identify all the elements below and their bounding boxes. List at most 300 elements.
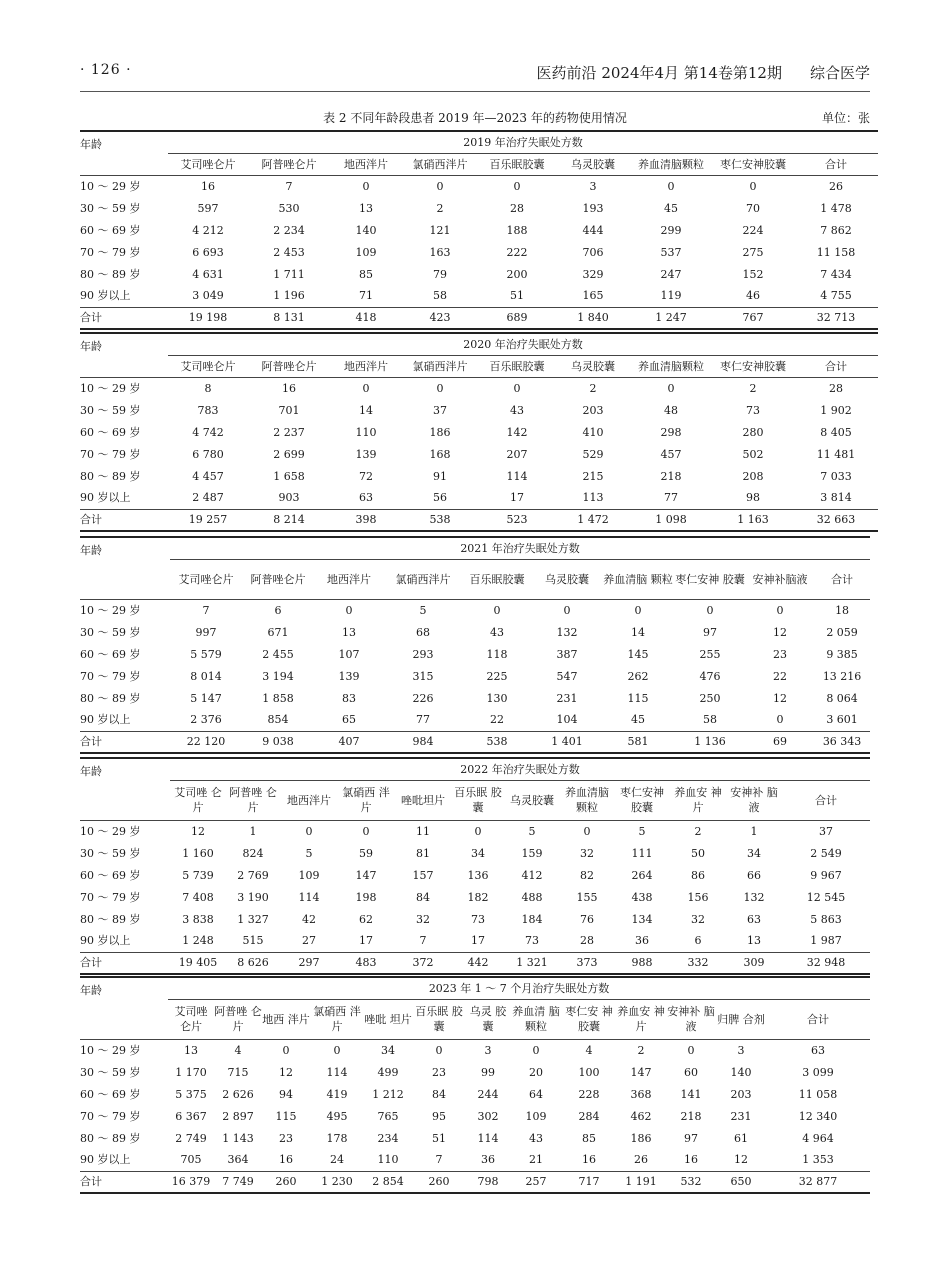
prescription-table-0 xyxy=(80,130,878,330)
value-cell: 32 948 xyxy=(782,952,870,974)
value-cell: 532 xyxy=(666,1171,716,1193)
value-cell: 7 408 xyxy=(182,890,214,904)
value-cell: 3 838 xyxy=(182,912,214,926)
age-cell: 80 ～ 89 岁 xyxy=(80,912,141,926)
value-cell: 262 xyxy=(627,669,649,683)
value-cell: 3 049 xyxy=(192,289,224,303)
value-cell: 705 xyxy=(180,1153,202,1167)
value-cell: 293 xyxy=(412,647,434,661)
value-cell: 284 xyxy=(578,1109,600,1123)
value-cell: 79 xyxy=(433,267,447,281)
value-cell: 798 xyxy=(466,1171,510,1193)
value-cell: 32 877 xyxy=(766,1171,870,1193)
value-cell: 94 xyxy=(279,1087,293,1101)
column-header: 合计 xyxy=(794,153,878,175)
value-cell: 502 xyxy=(742,447,764,461)
value-cell: 20 xyxy=(529,1065,543,1079)
value-cell: 119 xyxy=(660,289,682,303)
value-cell: 2 626 xyxy=(222,1087,254,1101)
value-cell: 2 xyxy=(637,1043,645,1057)
value-cell: 495 xyxy=(326,1109,348,1123)
value-cell: 37 xyxy=(819,824,834,838)
value-cell: 9 038 xyxy=(242,731,314,753)
value-cell: 12 xyxy=(773,625,787,639)
value-cell: 132 xyxy=(743,890,765,904)
value-cell: 257 xyxy=(510,1171,562,1193)
value-cell: 152 xyxy=(742,267,764,281)
value-cell: 163 xyxy=(429,245,451,259)
value-cell: 114 xyxy=(298,890,320,904)
table-row xyxy=(80,864,870,886)
value-cell: 0 xyxy=(362,179,370,193)
age-cell: 60 ～ 69 岁 xyxy=(80,868,141,882)
value-cell: 2 xyxy=(749,381,757,395)
value-cell: 372 xyxy=(394,952,452,974)
value-cell: 997 xyxy=(195,625,217,639)
value-cell: 1 136 xyxy=(674,731,746,753)
table-row xyxy=(80,820,870,842)
table-row xyxy=(80,307,878,329)
value-cell: 224 xyxy=(742,223,764,237)
value-cell: 140 xyxy=(730,1065,752,1079)
column-header: 乌灵胶囊 xyxy=(556,153,630,175)
value-cell: 329 xyxy=(582,267,604,281)
value-cell: 264 xyxy=(631,868,653,882)
value-cell: 186 xyxy=(429,425,451,439)
value-cell: 17 xyxy=(510,491,524,505)
value-cell: 2 xyxy=(436,201,444,215)
value-cell: 2 699 xyxy=(273,447,305,461)
table-row xyxy=(80,465,878,487)
value-cell: 3 814 xyxy=(820,491,852,505)
age-cell: 30 ～ 59 岁 xyxy=(80,403,141,417)
value-cell: 56 xyxy=(433,491,447,505)
value-cell: 0 xyxy=(513,179,521,193)
value-cell: 364 xyxy=(227,1153,249,1167)
value-cell: 8 214 xyxy=(248,509,330,531)
column-header: 地西泮片 xyxy=(280,780,338,820)
value-cell: 0 xyxy=(776,713,784,727)
value-cell: 260 xyxy=(412,1171,466,1193)
value-cell: 184 xyxy=(521,912,543,926)
value-cell: 5 147 xyxy=(190,691,222,705)
column-header: 安神补脑液 xyxy=(746,559,814,599)
age-cell: 70 ～ 79 岁 xyxy=(80,669,141,683)
value-cell: 13 xyxy=(747,934,761,948)
value-cell: 6 xyxy=(694,934,702,948)
value-cell: 16 xyxy=(282,381,296,395)
value-cell: 523 xyxy=(478,509,556,531)
value-cell: 315 xyxy=(412,669,434,683)
age-cell: 60 ～ 69 岁 xyxy=(80,223,141,237)
table-row xyxy=(80,421,878,443)
column-header: 阿普唑 仑片 xyxy=(214,999,262,1039)
value-cell: 62 xyxy=(359,912,373,926)
value-cell: 222 xyxy=(506,245,528,259)
value-cell: 16 379 xyxy=(168,1171,214,1193)
value-cell: 73 xyxy=(525,934,539,948)
table-row xyxy=(80,399,878,421)
value-cell: 193 xyxy=(582,201,604,215)
column-header: 合计 xyxy=(814,559,870,599)
column-header: 合计 xyxy=(782,780,870,820)
column-header: 百乐眠胶囊 xyxy=(462,559,532,599)
value-cell: 22 xyxy=(490,713,504,727)
age-cell: 10 ～ 29 岁 xyxy=(80,1043,141,1057)
value-cell: 178 xyxy=(326,1131,348,1145)
column-header: 艾司唑仑片 xyxy=(168,153,248,175)
table-row xyxy=(80,175,878,197)
column-header: 阿普唑仑片 xyxy=(242,559,314,599)
value-cell: 23 xyxy=(432,1065,446,1079)
table-row xyxy=(80,263,878,285)
age-cell: 合计 xyxy=(80,952,170,974)
value-cell: 2 769 xyxy=(237,868,269,882)
block-title: 2022 年治疗失眠处方数 xyxy=(170,758,870,780)
value-cell: 650 xyxy=(716,1171,766,1193)
value-cell: 68 xyxy=(416,625,430,639)
value-cell: 16 xyxy=(684,1153,698,1167)
value-cell: 297 xyxy=(280,952,338,974)
value-cell: 438 xyxy=(631,890,653,904)
value-cell: 7 xyxy=(202,603,210,617)
value-cell: 783 xyxy=(197,403,219,417)
value-cell: 43 xyxy=(490,625,504,639)
table-row xyxy=(80,1039,870,1061)
value-cell: 111 xyxy=(631,846,653,860)
value-cell: 141 xyxy=(680,1087,702,1101)
value-cell: 13 xyxy=(184,1043,198,1057)
value-cell: 250 xyxy=(699,691,721,705)
value-cell: 104 xyxy=(556,713,578,727)
age-cell: 合计 xyxy=(80,307,168,329)
journal-info xyxy=(537,62,870,83)
value-cell: 1 098 xyxy=(630,509,712,531)
column-header: 乌灵胶囊 xyxy=(556,355,630,377)
value-cell: 4 457 xyxy=(192,469,224,483)
value-cell: 84 xyxy=(416,890,430,904)
value-cell: 22 120 xyxy=(170,731,242,753)
value-cell: 0 xyxy=(634,603,642,617)
value-cell: 332 xyxy=(670,952,726,974)
table-title: 表 2 不同年龄段患者 2019 年—2023 年的药物使用情况 xyxy=(323,111,627,125)
block-title: 2019 年治疗失眠处方数 xyxy=(168,131,878,153)
prescription-table-1 xyxy=(80,332,878,532)
age-column-header: 年龄 xyxy=(80,537,170,599)
value-cell: 0 xyxy=(776,603,784,617)
value-cell: 1 xyxy=(750,824,758,838)
value-cell: 32 xyxy=(580,846,594,860)
column-header: 艾司唑仑片 xyxy=(170,559,242,599)
value-cell: 4 631 xyxy=(192,267,224,281)
value-cell: 4 212 xyxy=(192,223,224,237)
value-cell: 186 xyxy=(630,1131,652,1145)
table-row xyxy=(80,377,878,399)
value-cell: 71 xyxy=(359,289,373,303)
value-cell: 260 xyxy=(262,1171,310,1193)
value-cell: 34 xyxy=(471,846,485,860)
value-cell: 0 xyxy=(345,603,353,617)
value-cell: 16 xyxy=(201,179,215,193)
age-cell: 70 ～ 79 岁 xyxy=(80,447,141,461)
value-cell: 208 xyxy=(742,469,764,483)
value-cell: 3 xyxy=(484,1043,492,1057)
value-cell: 2 487 xyxy=(192,491,224,505)
value-cell: 73 xyxy=(471,912,485,926)
column-header: 唑吡坦片 xyxy=(394,780,452,820)
table-row xyxy=(80,197,878,219)
value-cell: 19 198 xyxy=(168,307,248,329)
value-cell: 23 xyxy=(773,647,787,661)
value-cell: 0 xyxy=(305,824,313,838)
block-title: 2021 年治疗失眠处方数 xyxy=(170,537,870,559)
value-cell: 218 xyxy=(660,469,682,483)
table-row xyxy=(80,1083,870,1105)
value-cell: 2 749 xyxy=(175,1131,207,1145)
value-cell: 147 xyxy=(355,868,377,882)
value-cell: 5 xyxy=(419,603,427,617)
table-row xyxy=(80,621,870,643)
value-cell: 2 059 xyxy=(826,625,858,639)
value-cell: 1 247 xyxy=(630,307,712,329)
column-header: 枣仁安神 胶囊 xyxy=(614,780,670,820)
value-cell: 423 xyxy=(402,307,478,329)
table-row xyxy=(80,687,870,709)
value-cell: 12 545 xyxy=(806,890,846,904)
value-cell: 77 xyxy=(416,713,430,727)
value-cell: 12 340 xyxy=(798,1109,838,1123)
value-cell: 64 xyxy=(529,1087,543,1101)
value-cell: 14 xyxy=(359,403,373,417)
value-cell: 11 481 xyxy=(816,447,856,461)
value-cell: 98 xyxy=(746,491,760,505)
value-cell: 28 xyxy=(580,934,594,948)
value-cell: 2 xyxy=(589,381,597,395)
column-header: 地西泮片 xyxy=(314,559,384,599)
value-cell: 0 xyxy=(749,179,757,193)
column-header: 阿普唑 仑片 xyxy=(226,780,280,820)
value-cell: 515 xyxy=(242,934,264,948)
age-cell: 70 ～ 79 岁 xyxy=(80,245,141,259)
value-cell: 51 xyxy=(510,289,524,303)
column-header: 百乐眠 胶囊 xyxy=(412,999,466,1039)
value-cell: 407 xyxy=(314,731,384,753)
value-cell: 203 xyxy=(730,1087,752,1101)
header-rule xyxy=(80,91,870,92)
column-header: 百乐眠胶囊 xyxy=(478,355,556,377)
column-header: 艾司唑仑片 xyxy=(168,355,248,377)
value-cell: 23 xyxy=(279,1131,293,1145)
value-cell: 114 xyxy=(326,1065,348,1079)
value-cell: 165 xyxy=(582,289,604,303)
value-cell: 12 xyxy=(773,691,787,705)
value-cell: 139 xyxy=(338,669,360,683)
column-header: 乌灵胶囊 xyxy=(532,559,602,599)
value-cell: 142 xyxy=(506,425,528,439)
age-cell: 合计 xyxy=(80,509,168,531)
value-cell: 0 xyxy=(513,381,521,395)
value-cell: 462 xyxy=(630,1109,652,1123)
value-cell: 121 xyxy=(429,223,451,237)
value-cell: 309 xyxy=(726,952,782,974)
value-cell: 6 xyxy=(274,603,282,617)
value-cell: 0 xyxy=(667,381,675,395)
value-cell: 537 xyxy=(660,245,682,259)
value-cell: 275 xyxy=(742,245,764,259)
value-cell: 8 405 xyxy=(820,425,852,439)
value-cell: 17 xyxy=(359,934,373,948)
value-cell: 114 xyxy=(477,1131,499,1145)
age-cell: 80 ～ 89 岁 xyxy=(80,267,141,281)
value-cell: 140 xyxy=(355,223,377,237)
column-header: 归脾 合剂 xyxy=(716,999,766,1039)
value-cell: 2 237 xyxy=(273,425,305,439)
value-cell: 0 xyxy=(333,1043,341,1057)
value-cell: 12 xyxy=(279,1065,293,1079)
value-cell: 2 549 xyxy=(810,846,842,860)
value-cell: 36 xyxy=(481,1153,495,1167)
table-row xyxy=(80,665,870,687)
column-header: 养血安 神片 xyxy=(616,999,666,1039)
value-cell: 99 xyxy=(481,1065,495,1079)
value-cell: 854 xyxy=(267,713,289,727)
prescription-table-3 xyxy=(80,757,870,975)
column-header: 艾司唑 仑片 xyxy=(170,780,226,820)
value-cell: 1 478 xyxy=(820,201,852,215)
table-row xyxy=(80,842,870,864)
value-cell: 51 xyxy=(432,1131,446,1145)
value-cell: 9 967 xyxy=(810,868,842,882)
value-cell: 1 327 xyxy=(237,912,269,926)
value-cell: 70 xyxy=(746,201,760,215)
value-cell: 13 xyxy=(359,201,373,215)
value-cell: 280 xyxy=(742,425,764,439)
value-cell: 2 453 xyxy=(273,245,305,259)
value-cell: 84 xyxy=(432,1087,446,1101)
value-cell: 139 xyxy=(355,447,377,461)
value-cell: 689 xyxy=(478,307,556,329)
value-cell: 17 xyxy=(471,934,485,948)
column-header: 艾司唑 仑片 xyxy=(168,999,214,1039)
value-cell: 538 xyxy=(462,731,532,753)
block-title: 2020 年治疗失眠处方数 xyxy=(168,333,878,355)
value-cell: 302 xyxy=(477,1109,499,1123)
value-cell: 2 234 xyxy=(273,223,305,237)
value-cell: 42 xyxy=(302,912,316,926)
value-cell: 9 385 xyxy=(826,647,858,661)
value-cell: 4 755 xyxy=(820,289,852,303)
value-cell: 8 064 xyxy=(826,691,858,705)
value-cell: 11 158 xyxy=(816,245,856,259)
age-column-header: 年龄 xyxy=(80,131,168,175)
column-header: 地西泮片 xyxy=(330,355,402,377)
value-cell: 8 626 xyxy=(226,952,280,974)
value-cell: 0 xyxy=(436,381,444,395)
value-cell: 86 xyxy=(691,868,705,882)
table-row xyxy=(80,285,878,307)
age-cell: 70 ～ 79 岁 xyxy=(80,890,141,904)
value-cell: 767 xyxy=(712,307,794,329)
table-row xyxy=(80,599,870,621)
value-cell: 1 160 xyxy=(182,846,214,860)
value-cell: 7 434 xyxy=(820,267,852,281)
table-caption xyxy=(80,109,870,127)
value-cell: 77 xyxy=(664,491,678,505)
age-column-header: 年龄 xyxy=(80,333,168,377)
value-cell: 398 xyxy=(330,509,402,531)
value-cell: 410 xyxy=(582,425,604,439)
age-cell: 80 ～ 89 岁 xyxy=(80,691,141,705)
column-header: 养血安 神片 xyxy=(670,780,726,820)
value-cell: 247 xyxy=(660,267,682,281)
age-cell: 80 ～ 89 岁 xyxy=(80,469,141,483)
value-cell: 34 xyxy=(747,846,761,860)
value-cell: 529 xyxy=(582,447,604,461)
value-cell: 1 248 xyxy=(182,934,214,948)
value-cell: 11 058 xyxy=(798,1087,838,1101)
age-cell: 90 岁以上 xyxy=(80,934,131,948)
value-cell: 85 xyxy=(582,1131,596,1145)
value-cell: 299 xyxy=(660,223,682,237)
value-cell: 225 xyxy=(486,669,508,683)
value-cell: 11 xyxy=(416,824,430,838)
table-row xyxy=(80,1061,870,1083)
table-row xyxy=(80,930,870,952)
value-cell: 5 739 xyxy=(182,868,214,882)
value-cell: 19 405 xyxy=(170,952,226,974)
value-cell: 83 xyxy=(342,691,356,705)
value-cell: 203 xyxy=(582,403,604,417)
value-cell: 61 xyxy=(734,1131,748,1145)
block-title: 2023 年 1 ～ 7 个月治疗失眠处方数 xyxy=(168,977,870,999)
age-cell: 90 岁以上 xyxy=(80,1153,131,1167)
value-cell: 32 713 xyxy=(794,307,878,329)
value-cell: 21 xyxy=(529,1153,543,1167)
value-cell: 387 xyxy=(556,647,578,661)
table-row xyxy=(80,1105,870,1127)
value-cell: 2 376 xyxy=(190,713,222,727)
value-cell: 3 099 xyxy=(802,1065,834,1079)
value-cell: 82 xyxy=(580,868,594,882)
value-cell: 4 742 xyxy=(192,425,224,439)
value-cell: 26 xyxy=(829,179,844,193)
value-cell: 5 863 xyxy=(810,912,842,926)
value-cell: 3 601 xyxy=(826,713,858,727)
column-header: 氯硝西泮片 xyxy=(402,153,478,175)
value-cell: 2 455 xyxy=(262,647,294,661)
column-header: 枣仁安神 胶囊 xyxy=(674,559,746,599)
value-cell: 97 xyxy=(703,625,717,639)
value-cell: 155 xyxy=(576,890,598,904)
value-cell: 16 xyxy=(279,1153,293,1167)
value-cell: 0 xyxy=(362,824,370,838)
value-cell: 45 xyxy=(664,201,678,215)
value-cell: 368 xyxy=(630,1087,652,1101)
value-cell: 168 xyxy=(429,447,451,461)
journal-section: 综合医学 xyxy=(809,64,870,82)
table-row xyxy=(80,241,878,263)
value-cell: 3 xyxy=(737,1043,745,1057)
value-cell: 8 131 xyxy=(248,307,330,329)
value-cell: 114 xyxy=(506,469,528,483)
value-cell: 488 xyxy=(521,890,543,904)
value-cell: 5 375 xyxy=(175,1087,207,1101)
value-cell: 7 033 xyxy=(820,469,852,483)
value-cell: 60 xyxy=(684,1065,698,1079)
value-cell: 1 143 xyxy=(222,1131,254,1145)
value-cell: 0 xyxy=(435,1043,443,1057)
value-cell: 476 xyxy=(699,669,721,683)
